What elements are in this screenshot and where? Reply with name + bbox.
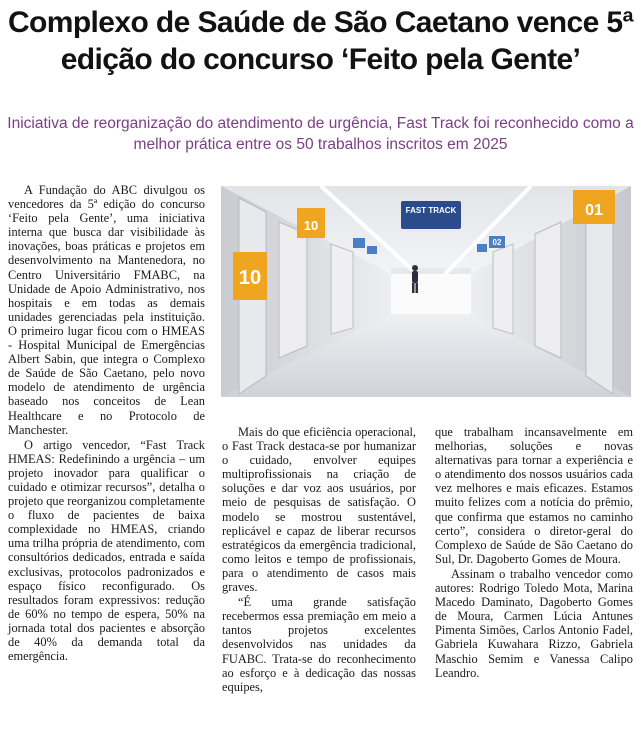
paragraph-authors: Assinam o trabalho vencedor como autores: Rodrigo Toledo Mota, Marina Macedo Daminato, Dagoberto Gomes de Moura, Carmen Lúcia Antunes Pimenta Simões, Carlos Antonio Fadel, Gabriela Kuwahara Rizzo, Gabriela Maschio Semim e Vanessa Calipo Leandro.: [435, 566, 633, 680]
paragraph-beyond-efficiency: Mais do que eficiência operacional, o Fast Track destaca-se por humanizar o cuidado, envolver equipes multiprofissionais na criação de soluções e dar voz aos usuários, por meio de pesquisas de satisfação. O modelo se mostrou sustentável, replicável e capaz de liberar recursos estratégicos da emergência tradicional, como leitos e tempo de profissionais, para o atendimento de casos mais graves.: [222, 425, 416, 595]
paragraph-quote-start: “É uma grande satisfação recebermos essa premiação em meio a tantos projetos excelentes desenvolvidos nas unidades da FUABC. Trata-se do reconhecimento ao esforço e à dedicação das nossas equipes,: [222, 595, 416, 694]
paragraph-quote-end: que trabalham incansavelmente em melhorias, soluções e novas alternativas para tornar a experiência e o atendimento dos nossos usuários cada vez melhores e mais eficazes. Estamos muito felizes com a notícia do prêmio, que confirma que estamos no caminho certo”, considera o diretor-geral do Complexo de Saúde de São Caetano do Sul, Dr. Dagoberto Gomes de Moura.: [435, 425, 633, 566]
article-column-3: [435, 425, 633, 680]
article-column-1: [8, 183, 205, 663]
subheadline: Iniciativa de reorganização do atendimento de urgência, Fast Track foi reconhecido como a melhor prática entre os 50 trabalhos inscritos em 2025: [7, 115, 634, 153]
headline: Complexo de Saúde de São Caetano vence 5ª edição do concurso ‘Feito pela Gente’: [7, 6, 634, 76]
room-sign-01: 01: [585, 202, 603, 219]
room-sign-10-door: 10: [303, 218, 319, 233]
article-column-2: [222, 425, 416, 694]
hallway-photo: [221, 186, 631, 397]
paragraph-intro: A Fundação do ABC divulgou os vencedores da 5ª edição do concurso ‘Feito pela Gente’, uma iniciativa interna que busca dar visibilidade às inovações, boas práticas e projetos em desenvolvimento na Mantenedora, no Centro Universitário FMABC, na Unidade de Apoio Administrativo, nos hospitais e em todas as demais unidades gerenciadas pela instituição. O primeiro lugar ficou com o HMEAS - Hospital Municipal de Emergências Albert Sabin, que integra o Complexo de Saúde de São Caetano, pelo novo modelo de atendimento de urgência baseado nos conceitos de Lean Healthcare e no Protocolo de Manchester.: [8, 183, 205, 437]
paragraph-winning-article: O artigo vencedor, “Fast Track HMEAS: Redefinindo a urgência – um projeto inovador para qualificar o cuidado e otimizar recursos”, detalha o projeto que reorganizou completamente o fluxo de pacientes de baixa complexidade no HMEAS, criando uma trilha própria de atendimento, com consultórios dedicados, entrada e saída exclusivas, protocolos padronizados e espaço físico reconfigurado. Os resultados foram expressivos: redução de 60% no tempo de espera, 50% na jornada total dos pacientes e absorção de 40% da demanda total da emergência.: [8, 437, 205, 664]
fast-track-sign-label: FAST TRACK: [405, 206, 457, 215]
room-sign-02: 02: [492, 238, 502, 247]
room-sign-10-left: 10: [238, 267, 262, 289]
